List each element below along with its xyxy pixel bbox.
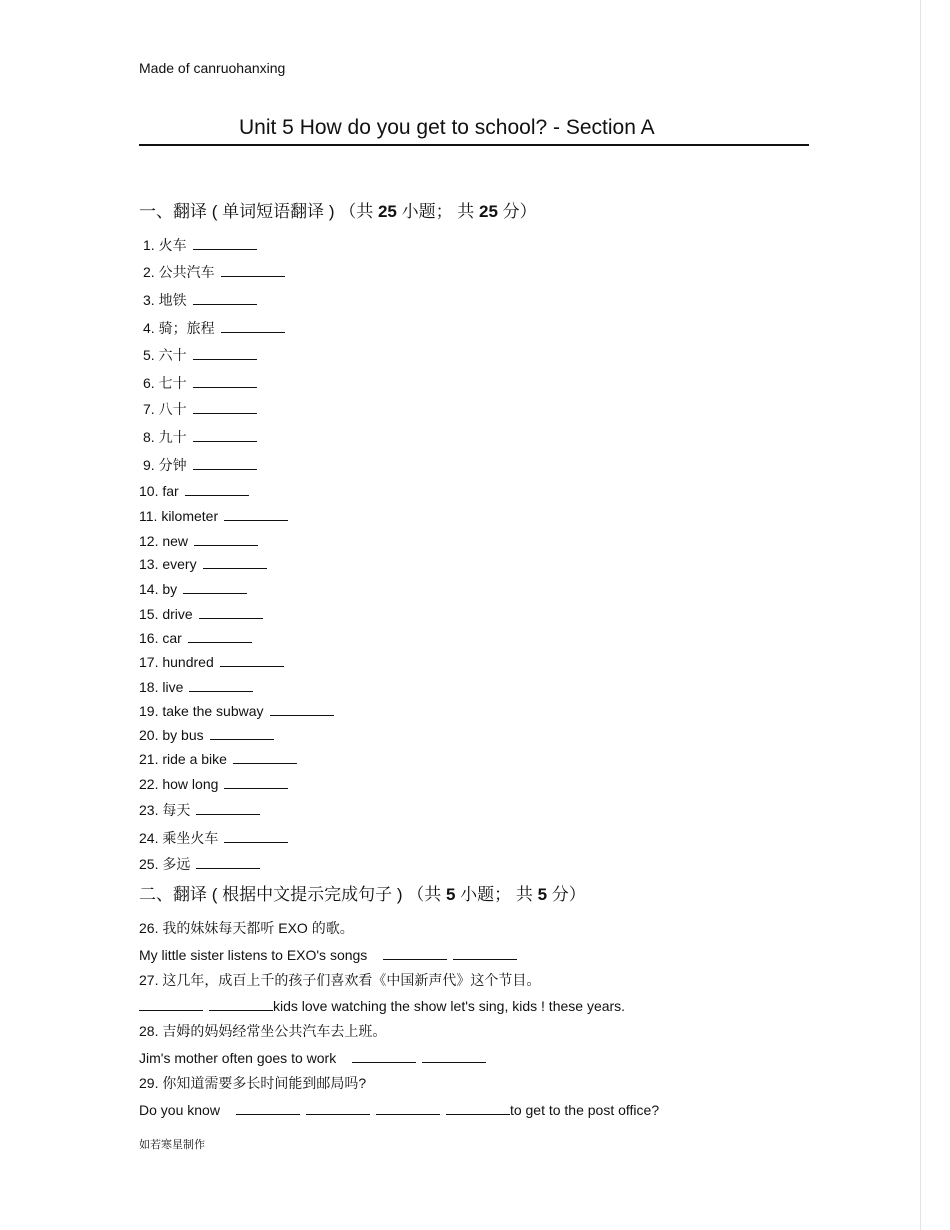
vocab-item-label: 6. 七十 [143, 375, 187, 391]
vocab-item-label: 15. drive [139, 606, 193, 622]
title-underline [139, 144, 809, 146]
vocab-item-label: 13. every [139, 556, 197, 572]
q28-english [139, 1049, 486, 1067]
vocab-answer-blank[interactable] [193, 429, 257, 442]
vocab-item-label: 22. how long [139, 776, 219, 792]
vocab-answer-blank[interactable] [224, 776, 288, 789]
vocab-answer-blank[interactable] [210, 727, 274, 740]
vocab-answer-blank[interactable] [224, 830, 288, 843]
q28-blank-2[interactable] [422, 1050, 486, 1063]
vocab-item-label: 16. car [139, 630, 182, 646]
section-1-count: 25 [377, 202, 397, 221]
vocab-item [143, 428, 257, 446]
q29-chinese: 29. 你知道需要多长时间能到邮局吗? [139, 1075, 367, 1091]
page-edge-line [920, 0, 921, 1230]
q27-blank-2[interactable] [209, 998, 273, 1011]
section-1-mid: 小题； 共 [396, 202, 480, 221]
q27-english-text: kids love watching the show let's sing, kids ! these years. [273, 998, 626, 1014]
vocab-item [143, 319, 285, 337]
section-1-score: 25 [479, 202, 498, 221]
vocab-item [143, 263, 285, 281]
q29-english-text: Do you know [139, 1102, 220, 1118]
vocab-item-label: 25. 多远 [139, 856, 191, 872]
vocab-item [139, 532, 258, 550]
vocab-item [139, 855, 260, 873]
vocab-answer-blank[interactable] [193, 347, 257, 360]
vocab-item-label: 21. ride a bike [139, 751, 227, 767]
q29-blank-4[interactable] [446, 1102, 510, 1115]
vocab-answer-blank[interactable] [221, 320, 285, 333]
q26-blank-2[interactable] [453, 947, 517, 960]
vocab-item [139, 775, 288, 793]
vocab-answer-blank[interactable] [193, 401, 257, 414]
vocab-answer-blank[interactable] [193, 237, 257, 250]
vocab-answer-blank[interactable] [196, 856, 260, 869]
vocab-item-label: 4. 骑；旅程 [143, 320, 215, 336]
section-1-heading [139, 197, 537, 222]
vocab-item [139, 678, 253, 696]
footer-note: 如若寒星制作 [139, 1138, 205, 1151]
vocab-answer-blank[interactable] [193, 292, 257, 305]
vocab-answer-blank[interactable] [196, 802, 260, 815]
vocab-item [139, 653, 284, 671]
vocab-item [143, 236, 257, 254]
q29-blank-3[interactable] [376, 1102, 440, 1115]
vocab-answer-blank[interactable] [189, 679, 253, 692]
vocab-answer-blank[interactable] [221, 264, 285, 277]
vocab-item [143, 400, 257, 418]
vocab-item [143, 374, 257, 392]
section-2-heading [139, 880, 586, 905]
vocab-answer-blank[interactable] [193, 375, 257, 388]
q29-english [139, 1101, 659, 1119]
page-title: Unit 5 How do you get to school? - Section A [239, 116, 655, 139]
vocab-item-label: 14. by [139, 581, 178, 597]
vocab-item [139, 801, 260, 819]
q29-blank-2[interactable] [306, 1102, 370, 1115]
q29-blank-1[interactable] [236, 1102, 300, 1115]
q26-english-text: My little sister listens to EXO's songs [139, 947, 368, 963]
section-2-count: 5 [445, 885, 456, 904]
vocab-answer-blank[interactable] [183, 581, 247, 594]
section-1-suffix: 分） [497, 202, 537, 221]
vocab-item-label: 17. hundred [139, 654, 214, 670]
vocab-item [139, 750, 297, 768]
vocab-item [143, 456, 257, 474]
vocab-item-label: 24. 乘坐火车 [139, 830, 219, 846]
q26-chinese: 26. 我的妹妹每天都听 EXO 的歌。 [139, 920, 354, 936]
vocab-item-label: 18. live [139, 679, 184, 695]
section-2-prefix: 二、翻译 ( 根据中文提示完成句子 ) （共 [139, 885, 446, 904]
vocab-item [139, 605, 263, 623]
vocab-answer-blank[interactable] [224, 508, 288, 521]
vocab-item-label: 10. far [139, 483, 179, 499]
vocab-item-label: 2. 公共汽车 [143, 264, 215, 280]
section-2-score: 5 [537, 885, 548, 904]
vocab-answer-blank[interactable] [193, 457, 257, 470]
section-1-prefix: 一、翻译 ( 单词短语翻译 ) （共 [139, 202, 378, 221]
vocab-answer-blank[interactable] [199, 606, 263, 619]
vocab-item-label: 7. 八十 [143, 401, 187, 417]
vocab-item [139, 555, 267, 573]
vocab-item [139, 829, 288, 847]
section-2-mid: 小题； 共 [455, 885, 538, 904]
q26-blank-1[interactable] [383, 947, 447, 960]
q29-english-end: to get to the post office? [509, 1102, 660, 1118]
vocab-item-label: 19. take the subway [139, 703, 264, 719]
q28-chinese: 28. 吉姆的妈妈经常坐公共汽车去上班。 [139, 1023, 387, 1039]
vocab-item [139, 482, 249, 500]
q28-english-text: Jim's mother often goes to work [139, 1050, 337, 1066]
vocab-item-label: 23. 每天 [139, 802, 191, 818]
vocab-item-label: 11. kilometer [139, 508, 219, 524]
vocab-item [139, 580, 247, 598]
vocab-answer-blank[interactable] [203, 556, 267, 569]
vocab-item [139, 726, 274, 744]
q26-english [139, 946, 517, 964]
vocab-item [143, 291, 257, 309]
q27-english [139, 997, 625, 1015]
vocab-answer-blank[interactable] [188, 630, 252, 643]
vocab-answer-blank[interactable] [194, 533, 258, 546]
vocab-item-label: 3. 地铁 [143, 292, 187, 308]
header-note: Made of canruohanxing [139, 60, 286, 76]
vocab-answer-blank[interactable] [233, 751, 297, 764]
vocab-item-label: 8. 九十 [143, 429, 187, 445]
vocab-item [143, 346, 257, 364]
vocab-item [139, 702, 334, 720]
vocab-item-label: 20. by bus [139, 727, 204, 743]
q28-blank-1[interactable] [352, 1050, 416, 1063]
vocab-answer-blank[interactable] [220, 654, 284, 667]
section-2-suffix: 分） [547, 885, 586, 904]
vocab-item [139, 507, 288, 525]
q27-chinese: 27. 这几年，成百上千的孩子们喜欢看《中国新声代》这个节目。 [139, 972, 541, 988]
vocab-item-label: 9. 分钟 [143, 457, 187, 473]
vocab-item-label: 5. 六十 [143, 347, 187, 363]
vocab-answer-blank[interactable] [270, 703, 334, 716]
vocab-item [139, 629, 252, 647]
vocab-answer-blank[interactable] [185, 483, 249, 496]
vocab-item-label: 12. new [139, 533, 189, 549]
q27-blank-1[interactable] [139, 998, 203, 1011]
vocab-item-label: 1. 火车 [143, 237, 187, 253]
